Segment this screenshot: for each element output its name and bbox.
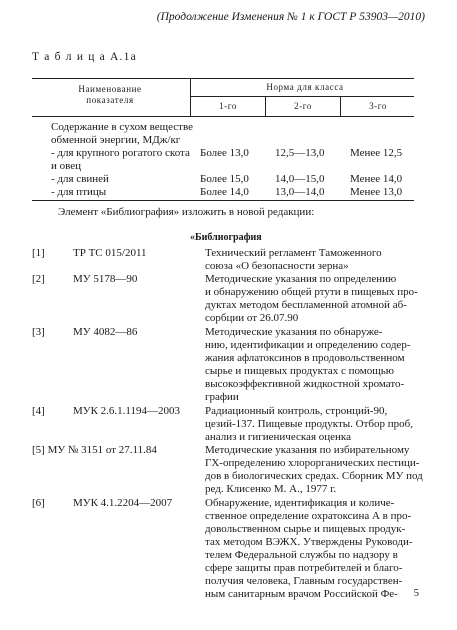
row-label: обменной энергии, МДж/кг xyxy=(51,134,181,146)
ref-text-line: графии xyxy=(205,391,239,403)
table-class-divider-1 xyxy=(265,96,266,116)
col-name-head-line-1: Наименование xyxy=(78,84,142,94)
ref-text-line: довольственном сырье и пищевых продук- xyxy=(205,523,406,535)
ref-number: [1] xyxy=(32,247,45,259)
ref-text-line: телем Федеральной службы по надзору в xyxy=(205,549,398,561)
cell-class-3: Менее 14,0 xyxy=(350,173,403,185)
row-label: и овец xyxy=(51,160,82,172)
col-name-head-line-2: показателя xyxy=(86,95,134,105)
ref-text-line: сырье и пищевых продуктах с помощью xyxy=(205,365,394,377)
ref-text-line: получия человека, Главным государствен- xyxy=(205,575,403,587)
ref-code: МУ № 3151 от 27.11.84 xyxy=(47,444,157,456)
ref-text-line: ГХ-определению хлорорганических пестици- xyxy=(205,457,420,469)
ref-text-line: союза «О безопасности зерна» xyxy=(205,260,349,272)
ref-number: [2] xyxy=(32,273,45,285)
ref-text-line: жания афлатоксинов в продовольственном xyxy=(205,352,405,364)
ref-text-line: сфере защиты прав потребителей и благо- xyxy=(205,562,403,574)
ref-code: МУК 2.6.1.1194—2003 xyxy=(73,405,180,417)
ref-text-line: Технический регламент Таможенного xyxy=(205,247,382,259)
cell-class-2: 13,0—14,0 xyxy=(275,186,325,198)
ref-code: ТР ТС 015/2011 xyxy=(73,247,147,259)
cell-class-3: Менее 12,5 xyxy=(350,147,403,159)
ref-code: МУК 4.1.2204—2007 xyxy=(73,497,173,509)
page-header: (Продолжение Изменения № 1 к ГОСТ Р 53903—2010) xyxy=(156,11,425,23)
ref-number: [5] xyxy=(32,444,45,456)
table-col-divider xyxy=(190,78,191,116)
table-title: Т а б л и ц а А.1а xyxy=(32,51,137,63)
row-label: - для свиней xyxy=(51,173,109,185)
cell-class-3: Менее 13,0 xyxy=(350,186,403,198)
ref-number-and-code xyxy=(32,444,157,456)
ref-number: [6] xyxy=(32,497,45,509)
ref-text-line: сорбции от 26.07.90 xyxy=(205,312,299,324)
ref-text-line: дов в биологических средах. Сборник МУ под xyxy=(205,470,423,482)
ref-text-line: и обнаружению общей ртути в пищевых про- xyxy=(205,286,418,298)
table-subhead-rule xyxy=(190,96,414,97)
table-bottom-rule xyxy=(32,200,414,201)
row-label: Содержание в сухом веществе xyxy=(51,121,193,133)
ref-text-line: цезий-137. Пищевые продукты. Отбор проб, xyxy=(205,418,413,430)
ref-text-line: высокоэффективной жидкостной хромато- xyxy=(205,378,405,390)
ref-number: [4] xyxy=(32,405,45,417)
table-class-divider-2 xyxy=(340,96,341,116)
ref-text-line: Методические указания по определению xyxy=(205,273,397,285)
amendment-paragraph: Элемент «Библиография» изложить в новой редакции: xyxy=(58,206,315,218)
ref-text-line: Методические указания по обнаруже- xyxy=(205,326,383,338)
ref-text-line: ред. Клисенко М. А., 1977 г. xyxy=(205,483,337,495)
ref-text-line: ственное определение охратоксина А в про- xyxy=(205,510,412,522)
ref-text-line: нию, идентификации и определению содер- xyxy=(205,339,411,351)
class-2-head: 2-го xyxy=(294,101,312,111)
ref-text-line: Радиационный контроль, стронций-90, xyxy=(205,405,388,417)
class-3-head: 3-го xyxy=(369,101,387,111)
row-label: - для птицы xyxy=(51,186,107,198)
ref-text-line: анализ и гигиеническая оценка xyxy=(205,431,351,443)
ref-text-line: Обнаружение, идентификация и количе- xyxy=(205,497,395,509)
ref-text-line: тах методом ВЭЖХ. Утверждены Руководи- xyxy=(205,536,413,548)
table-top-rule xyxy=(32,78,414,79)
cell-class-1: Более 14,0 xyxy=(200,186,249,198)
col-norm-head: Норма для класса xyxy=(266,82,344,92)
bibliography-title: «Библиография xyxy=(190,232,262,243)
class-1-head: 1-го xyxy=(219,101,237,111)
table-head-bottom-rule xyxy=(32,116,414,117)
ref-text-line: дуктах методом беспламенной атомной аб- xyxy=(205,299,407,311)
cell-class-2: 12,5—13,0 xyxy=(275,147,325,159)
cell-class-1: Более 13,0 xyxy=(200,147,249,159)
cell-class-1: Более 15,0 xyxy=(200,173,249,185)
ref-code: МУ 4082—86 xyxy=(73,326,138,338)
ref-code: МУ 5178—90 xyxy=(73,273,138,285)
page-number: 5 xyxy=(413,588,419,599)
row-label: - для крупного рогатого скота xyxy=(51,147,190,159)
ref-number: [3] xyxy=(32,326,45,338)
ref-text-line: ным санитарным врачом Российской Фе- xyxy=(205,588,398,600)
ref-text-line: Методические указания по избирательному xyxy=(205,444,410,456)
cell-class-2: 14,0—15,0 xyxy=(275,173,325,185)
